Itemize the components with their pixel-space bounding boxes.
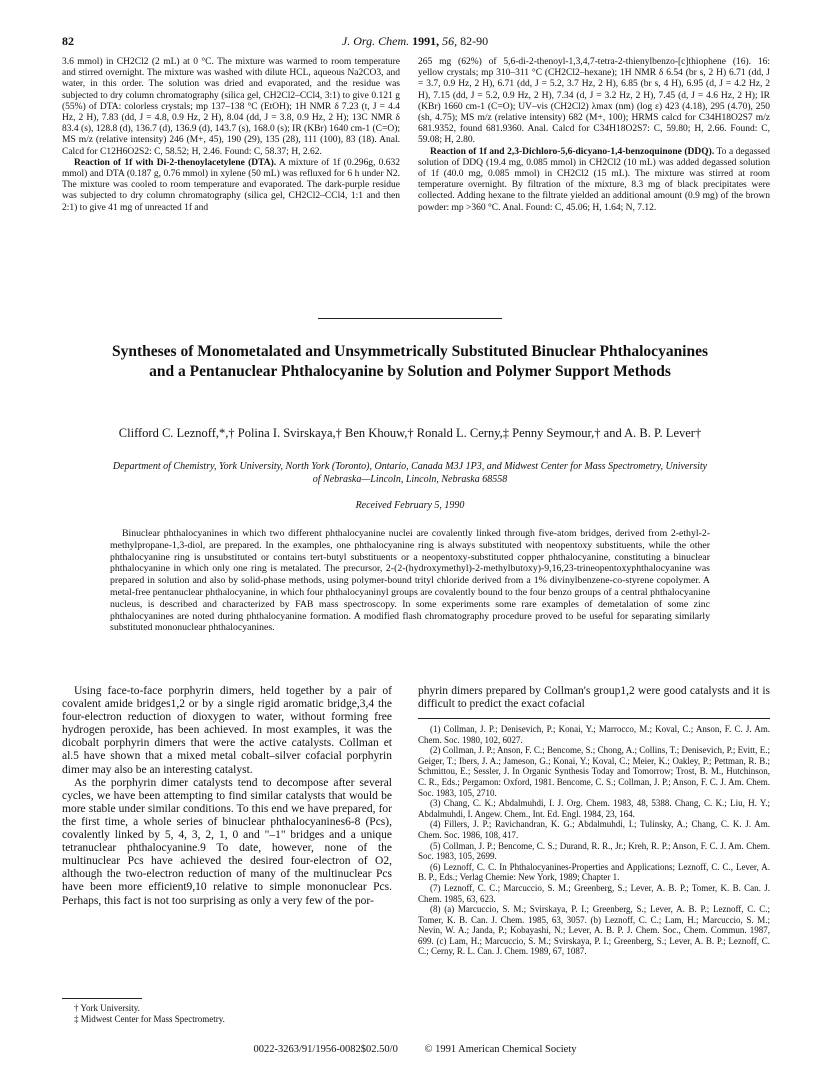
experimental-text: To a degassed solution of DDQ (19.4 mg, 0.085 mmol) in CH2Cl2 (10 mL) was added degassed solution of 1f (40.0 mg, 0.085 mmol) in CH2Cl2 (15 mL). The mixture was stirred at room temperature overnight. By filtration of the mixture, 8.3 mg of black precipitates were collected. Adding hexane to the filtrate yielded an additional amount (0.9 mg) of the brown powder: mp >360 °C. Anal. Found: C, 45.06; H, 1.64; N, 7.12. [418, 146, 770, 213]
experimental-left-column [62, 57, 400, 214]
journal-citation [62, 34, 768, 49]
reference-item: (1) Collman, J. P.; Denisevich, P.; Konai, Y.; Marrocco, M.; Koval, C.; Anson, F. C. J. Am. Chem. Soc. 1980, 102, 6027. [418, 724, 770, 745]
footnote-divider [62, 998, 142, 999]
body-paragraph: Using face-to-face porphyrin dimers, held together by a pair of covalent amide bridges1,2 or by a single rigid aromatic bridge,3,4 the four-electron reduction of dioxygen to water, without forming free hydrogen peroxide, has been achieved. In most examples, it was the dicobalt porphyrin dimers that were the active catalysts. Collman et al.5 have shown that a mixed metal cobalt–silver cofacial porphyrin dimer may also be an interesting catalyst. [62, 685, 392, 776]
running-header [62, 34, 768, 50]
reference-item: (4) Fillers, J. P.; Ravichandran, K. G.; Abdalmuhdi, I.; Tulinsky, A.; Chang, C. K. J. Am. Chem. Soc. 1986, 108, 417. [418, 819, 770, 840]
experimental-paragraph-ddq [418, 147, 770, 214]
abstract: Binuclear phthalocyanines in which two different phthalocyanine nuclei are covalently linked through five-atom bridges, derived from 2-ethyl-2-methylpropane-1,3-diol, are prepared. In the examples, one phthalocyanine ring is always substituted with neopentoxy substituents, while the other phthalocyanine ring is unsubstituted or contains tert-butyl substituents or a neopentoxy-substituted copper phthalocyanine, constituting a binuclear phthalocyanine in which only one ring is metalated. The precursor, 2-(2-(hydroxymethyl)-2-methylbutoxy)-9,16,23-trineopentoxyphthalocyanine was prepared in solution and also by solid-phase methods, using polymer-bound trityl chloride derived from a 1% divinylbenzene-co-styrene copolymer. A metal-free pentanuclear phthalocyanine, in which four phthalocyaninyl groups are covalently bound to the four benzo groups of a central phthalocyanine nucleus, is described and characterized by FAB mass spectroscopy. In some experiments some rare examples of demetalation of some zinc phthalocyanines are noted during phthalocyanine formation. A modified flash chromatography procedure proved to be useful for separating similarly substituted mononuclear phthalocyanines. [110, 528, 710, 634]
experimental-heading: Reaction of 1f with Di-2-thenoylacetylene (DTA). [74, 157, 277, 168]
page-number: 82 [62, 34, 74, 48]
section-divider [318, 318, 502, 319]
experimental-text: A mixture of 1f (0.296g, 0.632 mmol) and DTA (0.187 g, 0.76 mmol) in xylene (50 mL) was refluxed for 6 h under N2. The mixture was cooled to room temperature and evaporated. The dark-purple residue was subjected to dry column chromatography (silica gel, CH2Cl2–CCl4, 1:1 and then 2:1) to give 41 mg of unreacted 1f and [62, 157, 400, 213]
reference-item: (6) Leznoff, C. C. In Phthalocyanines-Properties and Applications; Leznoff, C. C., Lever, A. B. P., Eds.; Verlag Chemie: New York, 1989; Chapter 1. [418, 861, 770, 883]
body-paragraph: phyrin dimers prepared by Collman's group1,2 were good catalysts and it is difficult to predict the exact cofacial [418, 685, 770, 711]
experimental-paragraph: 3.6 mmol) in CH2Cl2 (2 mL) at 0 °C. The mixture was warmed to room temperature and stirred overnight. The mixture was washed with dilute HCL, aqueous Na2CO3, and water, in this order. The solution was dried and evaporated, and the residue was subjected to dry column chromatography (silica gel, CH2Cl2–CCl4, 3:1) to give 0.121 g (55%) of DTA: colorless crystals; mp 137–138 °C (EtOH); 1H NMR δ 7.23 (t, J = 4.4 Hz, 2 H), 7.83 (dd, J = 4.8, 0.9 Hz, 2 H), 8.04 (dd, J = 3.8, 0.9 Hz, 2 H); 13C NMR δ 83.4 (s), 128.8 (d), 136.7 (d), 136.9 (d), 143.7 (s), 168.0 (s); IR (KBr) 1640 cm-1 (C=O); MS m/z (relative intensity) 246 (M+, 45), 190 (29), 135 (28), 111 (100), 83 (18). Anal. Calcd for C12H6O2S2: C, 58.52; H, 2.46. Found: C, 58.37; H, 2.62. [62, 57, 400, 157]
reference-item: (5) Collman, J. P.; Bencome, C. S.; Durand, R. R., Jr.; Kreh, R. P.; Anson, F. C. J. Am. Chem. Soc. 1983, 105, 2699. [418, 840, 770, 862]
reference-item: (2) Collman, J. P.; Anson, F. C.; Bencome, S.; Chong, A.; Collins, T.; Denisevich, P.; Evitt, E.; Geiger, T.; Ibers, J. A.; Jameson, G.; Konai, Y.; Koval, C.; Meier, K.; Oakley, P.; Pettman, R. B.; Schmittou, E.; Sessler, J. In Organic Synthesis Today and Tomorrow; Trost, B. M., Hutchinson, C. R., Eds.; Pergamon: Oxford, 1981. Bencome, C. S.; Collman, J. P.; Anson, F. C. J. Am. Chem. Soc. 1983, 105, 2710. [418, 745, 770, 798]
copyright: © 1991 American Chemical Society [424, 1044, 577, 1055]
received-date: Received February 5, 1990 [355, 500, 465, 511]
article-title: Syntheses of Monometalated and Unsymmetrically Substituted Binuclear Phthalocyanines and a Pentanuclear Phthalocyanine by Solution and Polymer Support Methods [111, 343, 709, 380]
author-list: Clifford C. Leznoff,*,† Polina I. Svirskaya,† Ben Khouw,† Ronald L. Cerny,‡ Penny Seymour,† and A. B. P. Lever† [118, 426, 702, 440]
journal-name: J. Org. Chem. [341, 34, 410, 48]
article-code: 0022-3263/91/1956-0082$02.50/0 [253, 1044, 398, 1055]
experimental-paragraph: 265 mg (62%) of 5,6-di-2-thenoyl-1,3,4,7-tetra-2-thienylbenzo-[c]thiophene (16). 16: yellow crystals; mp 310–311 °C (CH2Cl2–hexane); 1H NMR δ 6.54 (br s, 2 H) 6.71 (dd, J = 3.7, 0.9 Hz, 2 H), 6.71 (dd, J = 5.2, 3.7 Hz, 2 H), 6.85 (br s, 4 H), 6.95 (d, J = 4.2 Hz, 2 H), 7.15 (dd, J = 5.2, 0.9 Hz, 2 H), 7.34 (d, J = 3.2 Hz, 2 H), 7.45 (d, J = 4.6 Hz, 2 H); IR (KBr) 1660 cm-1 (C=O); UV–vis (CH2Cl2) λmax (nm) (log ε) 423 (4.18), 295 (4.70), 250 (sh, 4.75); MS m/z (relative intensity) 682 (M+, 100); HRMS calcd for C34H18O2S7 m/z 681.9352, found 681.9360. Anal. Calcd for C34H18O2S7: C, 59.80; H, 2.66. Found: C, 59.08; H, 2.80. [418, 57, 770, 146]
experimental-paragraph-dta [62, 158, 400, 214]
footnote-item: † York University. [74, 1003, 140, 1013]
journal-volume: 56, [442, 34, 458, 48]
affiliation: Department of Chemistry, York University, North York (Toronto), Ontario, Canada M3J 1P3, and Midwest Center for Mass Spectrometry, University of Nebraska—Lincoln, Lincoln, Nebraska 68558 [112, 461, 708, 485]
journal-pages: 82-90 [460, 34, 489, 48]
references-divider [418, 718, 770, 719]
references-list [418, 724, 770, 957]
journal-year: 1991, [412, 34, 440, 48]
footnotes [62, 1003, 392, 1024]
body-right-column [418, 685, 770, 711]
body-paragraph: As the porphyrin dimer catalysts tend to decompose after several cycles, we have been attempting to find similar catalysts that would be more stable under similar conditions. To this end we have prepared, for the first time, a whole series of binuclear phthalocyanines6-8 (Pcs), covalently linked by 5, 4, 3, 2, 1, 0 and "–1" bridges and a unique tetranuclear phthalocyanine.9 To date, however, none of the multinuclear Pcs have achieved the desired four-electron of O2, although the two-electron reduction of many of the multinuclear Pcs have been more efficient9,10 relative to simple mononuclear Pcs. Perhaps, this fact is not too surprising as only a very few of the por- [62, 776, 392, 907]
reference-item: (7) Leznoff, C. C.; Marcuccio, S. M.; Greenberg, S.; Lever, A. B. P.; Tomer, K. B. Can. J. Chem. 1985, 63, 623. [418, 882, 770, 904]
experimental-right-column [418, 57, 770, 214]
body-left-column [62, 685, 392, 908]
experimental-heading: Reaction of 1f and 2,3-Dichloro-5,6-dicyano-1,4-benzoquinone (DDQ). [430, 146, 715, 157]
page-footer [62, 1044, 768, 1055]
footnote-item: ‡ Midwest Center for Mass Spectrometry. [74, 1013, 225, 1024]
reference-item: (3) Chang, C. K.; Abdalmuhdi, I. J. Org. Chem. 1983, 48, 5388. Chang, C. K.; Liu, H. Y.; Abdalmuhdi, I. Angew. Chem., Int. Ed. Engl. 1984, 23, 164. [418, 798, 770, 819]
reference-item: (8) (a) Marcuccio, S. M.; Svirskaya, P. I.; Greenberg, S.; Lever, A. B. P.; Leznoff, C. C.; Tomer, K. B. Can. J. Chem. 1985, 63, 3057. (b) Leznoff, C. C.; Lam, H.; Marcuccio, S. M.; Nevin, W. A.; Janda, P.; Kobayashi, N.; Lever, A. B. P. J. Chem. Soc., Chem. Commun. 1987, 699. (c) Lam, H.; Marcuccio, S. M.; Svirskaya, P. I.; Greenberg, S.; Lever, A. B. P.; Leznoff, C. C.; Cerny, R. L. Can. J. Chem. 1989, 67, 1087. [418, 904, 770, 957]
